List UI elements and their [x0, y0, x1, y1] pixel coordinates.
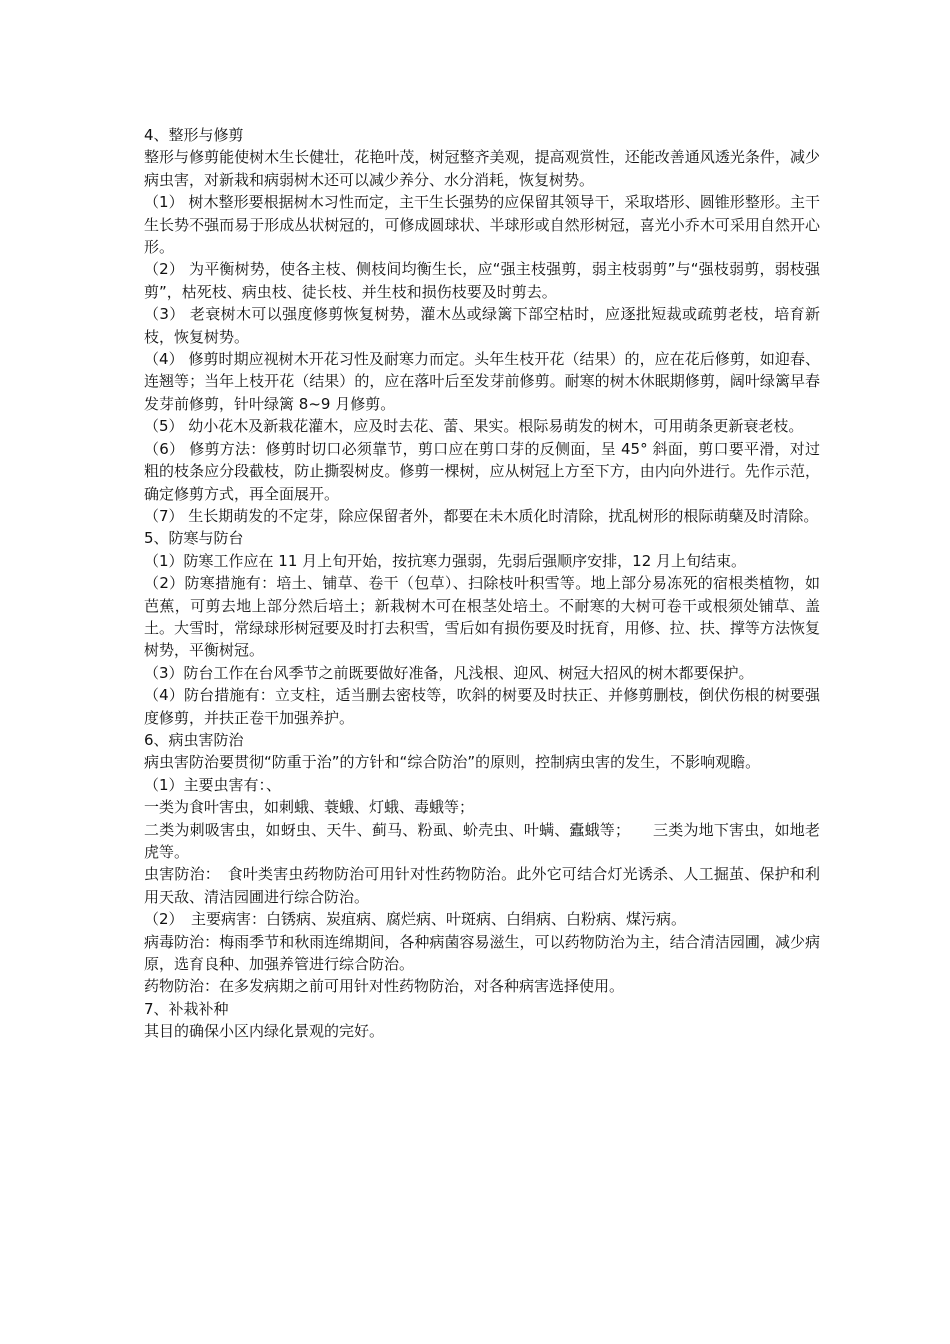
paragraph: （3） 老衰树木可以强度修剪恢复树势，灌木丛或绿篱下部空枯时，应逐批短裁或疏剪老枝，培育新枝，恢复树势。	[144, 305, 820, 346]
paragraph: （5） 幼小花木及新栽花灌木，应及时去花、蕾、果实。根际易萌发的树木，可用萌条更新衰老枝。	[144, 417, 804, 436]
paragraph: （3）防台工作在台风季节之前既要做好准备，凡浅根、迎风、树冠大招风的树木都要保护。	[144, 663, 754, 682]
paragraph: （4） 修剪时期应视树木开花习性及耐寒力而定。头年生枝开花（结果）的，应在花后修剪，如迎春、连翘等；当年上枝开花（结果）的，应在落叶后至发芽前修剪。耐寒的树木休眠期修剪，阔叶绿篱早春发芽前修剪，针叶绿篱 8~9 月修剪。	[144, 350, 820, 413]
paragraph: （2）防寒措施有：培土、铺草、卷干（包草）、扫除枝叶积雪等。地上部分易冻死的宿根类植物，如芭蕉，可剪去地上部分然后培土；新栽树木可在根茎处培土。不耐寒的大树可卷干或根须处铺草、盖土。大雪时，常绿球形树冠要及时打去积雪，雪后如有损伤要及时抚育，用修、拉、扶、撑等方法恢复树势，平衡树冠。	[144, 574, 820, 660]
paragraph: （2） 为平衡树势，使各主枝、侧枝间均衡生长，应“强主枝强剪，弱主枝弱剪”与“强枝弱剪，弱枝强剪”，枯死枝、病虫枝、徒长枝、并生枝和损伤枝要及时剪去。	[144, 260, 820, 301]
paragraph: （4）防台措施有：立支柱，适当删去密枝等，吹斜的树要及时扶正、并修剪删枝，倒伏伤根的树要强度修剪，并扶正卷干加强养护。	[144, 686, 820, 727]
paragraph: 药物防治：在多发病期之前可用针对性药物防治，对各种病害选择使用。	[144, 977, 625, 996]
section-heading: 4、整形与修剪	[144, 126, 244, 144]
paragraph: 其目的确保小区内绿化景观的完好。	[144, 1022, 385, 1041]
paragraph: （7） 生长期萌发的不定芽，除应保留者外，都要在未木质化时清除，扰乱树形的根际萌蘖及时清除。	[144, 506, 819, 525]
paragraph: 一类为食叶害虫，如刺蛾、蓑蛾、灯蛾、毒蛾等；	[144, 798, 475, 817]
paragraph: 二类为刺吸害虫，如蚜虫、天牛、蓟马、粉虱、蚧壳虫、叶螨、蠹蛾等； 三类为地下害虫，如地老虎等。	[144, 820, 820, 861]
paragraph: 整形与修剪能使树木生长健壮，花艳叶茂，树冠整齐美观，提高观赏性，还能改善通风透光条件，减少病虫害，对新栽和病弱树木还可以减少养分、水分消耗，恢复树势。	[144, 148, 820, 189]
section-heading: 5、防寒与防台	[144, 529, 244, 548]
document-body	[144, 124, 820, 1043]
section-heading: 7、补栽补种	[144, 999, 229, 1018]
paragraph: 虫害防治： 食叶类害虫药物防治可用针对性药物防治。此外它可结合灯光诱杀、人工掘茧、保护和利用天敌、清洁园圃进行综合防治。	[144, 865, 820, 906]
paragraph: （2） 主要病害：白锈病、炭疽病、腐烂病、叶斑病、白绢病、白粉病、煤污病。	[144, 910, 687, 929]
section-heading: 6、病虫害防治	[144, 730, 244, 749]
paragraph: （6） 修剪方法：修剪时切口必须靠节，剪口应在剪口芽的反侧面，呈 45° 斜面，剪口要平滑，对过粗的枝条应分段截枝，防止撕裂树皮。修剪一棵树，应从树冠上方至下方，由内向外进行。先作示范，确定修剪方式，再全面展开。	[144, 439, 820, 503]
paragraph: （1） 树木整形要根据树木习性而定，主干生长强势的应保留其领导干，采取塔形、圆锥形整形。主干生长势不强而易于形成丛状树冠的，可修成圆球状、半球形或自然形树冠，喜光小乔木可采用自然开心形。	[144, 193, 820, 257]
paragraph: （1）防寒工作应在 11 月上旬开始，按抗寒力强弱，先弱后强顺序安排，12 月上旬结束。	[144, 551, 747, 570]
paragraph: 病毒防治：梅雨季节和秋雨连绵期间，各种病菌容易滋生，可以药物防治为主，结合清洁园圃，减少病原，选育良种、加强养管进行综合防治。	[144, 932, 820, 974]
paragraph: 病虫害防治要贯彻“防重于治”的方针和“综合防治”的原则，控制病虫害的发生，不影响观瞻。	[144, 753, 761, 772]
paragraph: （1）主要虫害有：、	[144, 775, 282, 794]
